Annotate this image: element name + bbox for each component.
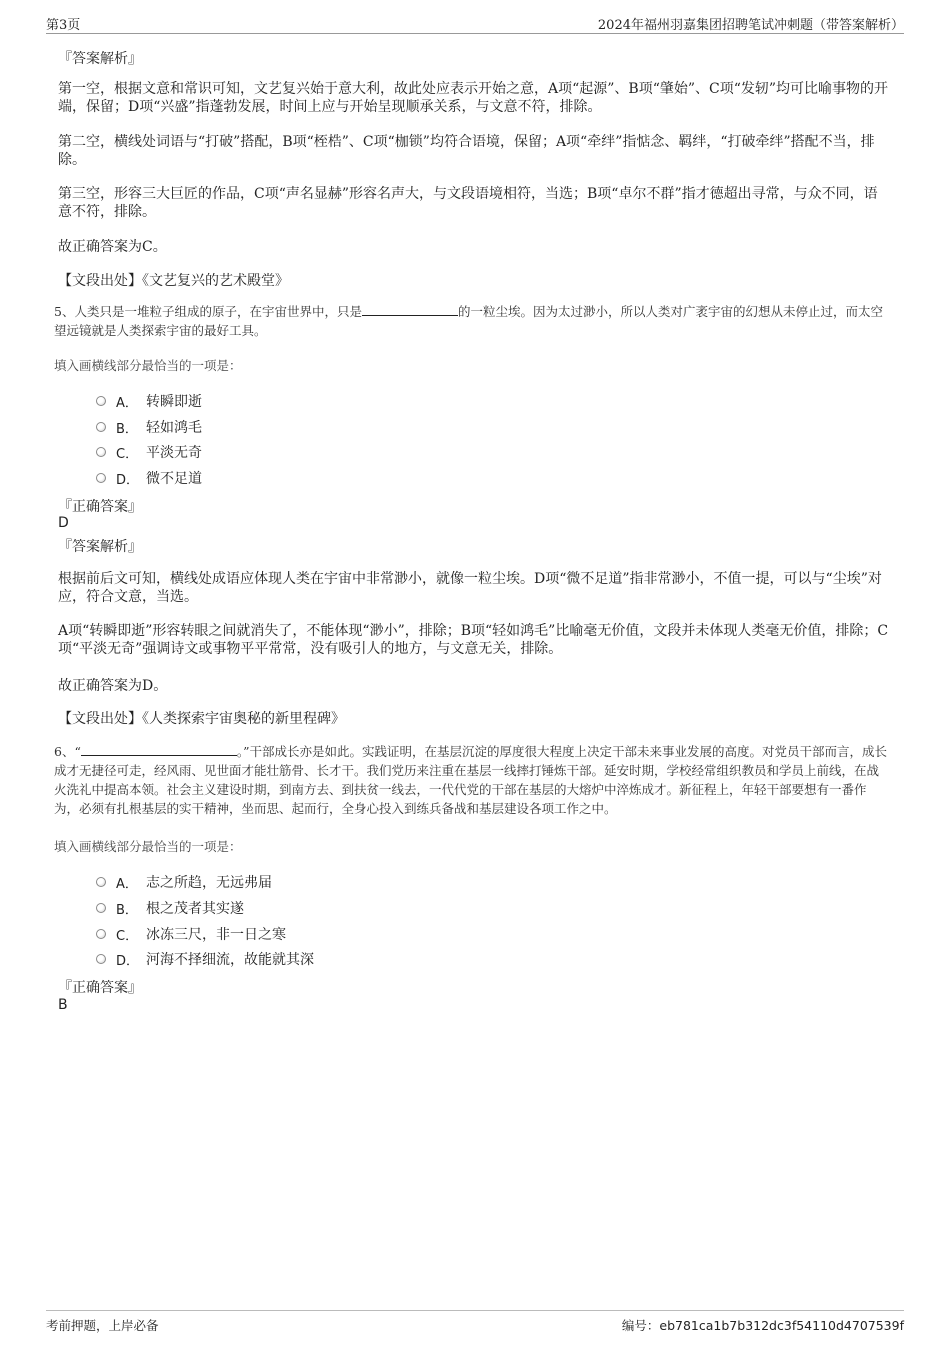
option-text: 冰冻三尺，非一日之寒 xyxy=(146,927,286,943)
option-letter: D． xyxy=(116,953,140,969)
q5-analysis-p1: 根据前后文可知，横线处成语应体现人类在宇宙中非常渺小，就像一粒尘埃。D项“微不足道”指非常渺小，不值一提，可以与“尘埃”对应，符合文意，当选。 xyxy=(58,571,882,605)
q6-answer: B xyxy=(58,997,68,1013)
radio-icon[interactable] xyxy=(96,422,106,432)
q5-conclusion: 故正确答案为D。 xyxy=(58,678,168,694)
q5-text-before: 5、人类只是一堆粒子组成的原子，在宇宙世界中，只是 xyxy=(54,304,362,319)
radio-icon[interactable] xyxy=(96,877,106,887)
q5-option-c[interactable] xyxy=(96,442,202,462)
radio-icon[interactable] xyxy=(96,929,106,939)
option-letter: A． xyxy=(116,876,138,892)
radio-icon[interactable] xyxy=(96,447,106,457)
q4-analysis-p1: 第一空，根据文意和常识可知，文艺复兴始于意大利，故此处应表示开始之意，A项“起源”、B项“肇始”、C项“发轫”均可比喻事物的开端，保留；D项“兴盛”指蓬勃发展，时间上应与开始呈现顺承关系，与文意不符，排除。 xyxy=(58,81,889,115)
page-number: 第3页 xyxy=(46,18,81,33)
q5-option-d[interactable] xyxy=(96,468,202,488)
option-letter: B． xyxy=(116,421,138,437)
option-text: 平淡无奇 xyxy=(146,445,202,461)
q4-conclusion: 故正确答案为C。 xyxy=(58,239,167,255)
radio-icon[interactable] xyxy=(96,396,106,406)
q6-prompt: 填入画横线部分最恰当的一项是： xyxy=(54,839,242,854)
q5-blank xyxy=(362,304,458,316)
document-code: 编号：eb781ca1b7b312dc3f54110d4707539f xyxy=(621,1318,904,1333)
radio-icon[interactable] xyxy=(96,473,106,483)
option-text: 河海不择细流，故能就其深 xyxy=(146,952,314,968)
q6-text-before: 6、“ xyxy=(54,744,81,759)
q6-option-b[interactable] xyxy=(96,898,244,918)
option-text: 轻如鸿毛 xyxy=(146,420,202,436)
q5-option-a[interactable] xyxy=(96,391,202,411)
q5-question-text xyxy=(54,302,890,340)
page-header xyxy=(46,12,904,34)
q4-analysis-p2: 第二空，横线处词语与“打破”搭配，B项“桎梏”、C项“枷锁”均符合语境，保留；A项“牵绊”指惦念、羁绊，“打破牵绊”搭配不当，排除。 xyxy=(58,134,875,168)
q6-blank xyxy=(81,744,237,756)
option-letter: D． xyxy=(116,472,140,488)
q5-analysis-p2: A项“转瞬即逝”形容转眼之间就消失了，不能体现“渺小”，排除；B项“轻如鸿毛”比喻毫无价值，文段并未体现人类毫无价值，排除；C项“平淡无奇”强调诗文或事物平平常常，没有吸引人的地方，与文意无关，排除。 xyxy=(58,623,889,657)
page-footer xyxy=(46,1310,904,1333)
option-letter: A． xyxy=(116,395,138,411)
option-text: 志之所趋，无远弗届 xyxy=(146,875,272,891)
q6-answer-label: 『正确答案』 xyxy=(58,980,142,996)
q6-option-c[interactable] xyxy=(96,924,286,944)
q4-source: 【文段出处】《文艺复兴的艺术殿堂》 xyxy=(58,273,289,289)
q6-text-after: 。”干部成长亦是如此。实践证明，在基层沉淀的厚度很大程度上决定干部未来事业发展的高度。对党员干部而言，成长成才无捷径可走，经风雨、见世面才能壮筋骨、长才干。我们党历来注重在基层一线摔打锤炼干部。延安时期，学校经常组织教员和学员上前线，在战火洗礼中提高本领。社会主义建设时期，到南方去、到扶贫一线去，一代代党的干部在基层的大熔炉中淬炼成才。新征程上，年轻干部要想有一番作为，必须有扎根基层的实干精神，坐而思、起而行，全身心投入到练兵备战和基层建设各项工作之中。 xyxy=(54,744,887,816)
option-text: 根之茂者其实遂 xyxy=(146,901,244,917)
document-title: 2024年福州羽嘉集团招聘笔试冲刺题（带答案解析） xyxy=(597,18,904,33)
option-letter: B． xyxy=(116,902,138,918)
q6-option-a[interactable] xyxy=(96,872,272,892)
radio-icon[interactable] xyxy=(96,954,106,964)
q5-analysis-label: 『答案解析』 xyxy=(58,539,142,555)
option-text: 微不足道 xyxy=(146,471,202,487)
footer-slogan: 考前押题，上岸必备 xyxy=(46,1318,159,1333)
q4-analysis-p3: 第三空，形容三大巨匠的作品，C项“声名显赫”形容名声大，与文段语境相符，当选；B项“卓尔不群”指才德超出寻常，与众不同，语意不符，排除。 xyxy=(58,186,878,220)
q6-option-d[interactable] xyxy=(96,949,314,969)
option-text: 转瞬即逝 xyxy=(146,394,202,410)
q5-prompt: 填入画横线部分最恰当的一项是： xyxy=(54,358,242,373)
option-letter: C． xyxy=(116,446,139,462)
q5-answer: D xyxy=(58,515,69,531)
q5-answer-label: 『正确答案』 xyxy=(58,499,142,515)
q5-source: 【文段出处】《人类探索宇宙奥秘的新里程碑》 xyxy=(58,711,345,727)
q4-analysis-label: 『答案解析』 xyxy=(58,51,142,67)
q6-question-text xyxy=(54,742,890,818)
radio-icon[interactable] xyxy=(96,903,106,913)
q5-text-after: 的一粒尘埃。因为太过渺小，所以人类对广袤宇宙的幻想从未停止过，而太空望远镜就是人类探索宇宙的最好工具。 xyxy=(54,304,883,338)
option-letter: C． xyxy=(116,928,139,944)
q5-option-b[interactable] xyxy=(96,417,202,437)
